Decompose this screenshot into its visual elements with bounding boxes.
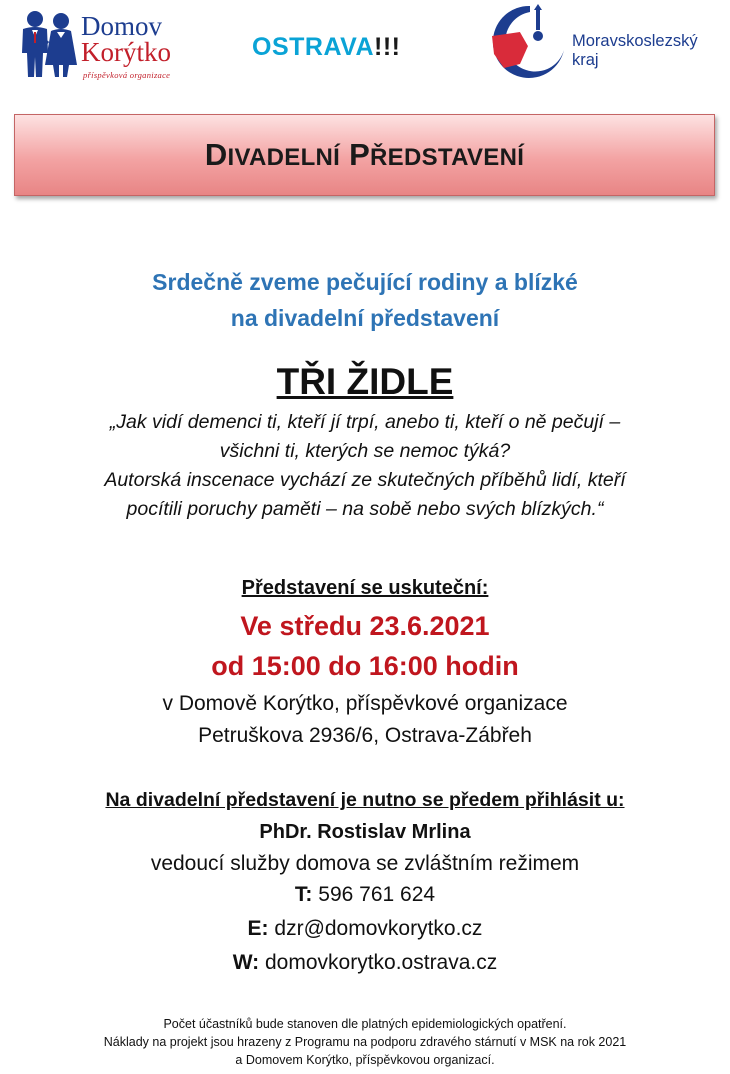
event-heading-text: Představení se uskuteční: — [241, 577, 489, 599]
msk-logo-line1: Moravskoslezský — [572, 32, 698, 50]
event-time: od 15:00 do 16:00 hodin — [211, 651, 519, 681]
registration-heading — [0, 786, 730, 814]
invitation-heading — [0, 264, 730, 336]
footer-line1: Počet účastníků bude stanoven dle platných epidemiologických opatření. — [163, 1017, 567, 1031]
quote-line4: pocítili poruchy paměti – na sobě nebo svých blízkých.“ — [126, 498, 604, 520]
moravskoslezsky-kraj-logo — [490, 2, 725, 87]
invitation-line2: na divadelní představení — [230, 305, 500, 331]
domov-korytko-logo — [15, 5, 200, 87]
venue-line1: v Domově Korýtko, příspěvkové organizace — [162, 692, 568, 715]
event-heading — [0, 574, 730, 602]
email-value[interactable]: dzr@domovkorytko.cz — [274, 917, 483, 940]
title-word-1-rest: IVADELNÍ — [227, 144, 341, 171]
domov-logo-line2: Korýtko — [81, 37, 171, 67]
contact-phone — [0, 880, 730, 910]
msk-emblem-icon — [490, 2, 566, 84]
domov-logo-line1: Domov — [81, 11, 162, 41]
title-word-2-rest: ŘEDSTAVENÍ — [370, 144, 525, 171]
registration-heading-text: Na divadelní představení je nutno se předem přihlásit u: — [105, 789, 625, 811]
msk-logo-text — [572, 32, 698, 70]
quote-line3: Autorská inscenace vychází ze skutečných příběhů lidí, kteří — [104, 469, 626, 491]
phone-value[interactable]: 596 761 624 — [318, 883, 436, 906]
contact-web — [0, 948, 730, 978]
contact-email — [0, 914, 730, 944]
footer-note — [0, 1015, 730, 1069]
invitation-line1: Srdečně zveme pečující rodiny a blízké — [152, 269, 578, 295]
web-label: W: — [232, 951, 260, 974]
footer-line2: Náklady na projekt jsou hrazeny z Programu na podporu zdravého stárnutí v MSK na rok 2021 — [103, 1035, 627, 1049]
title-first-letter-2: P — [349, 137, 371, 172]
ostrava-logo-suffix: !!! — [374, 33, 401, 61]
event-date: Ve středu 23.6.2021 — [240, 611, 490, 641]
quote-line1: „Jak vidí demenci ti, kteří jí trpí, anebo ti, kteří o ně pečují – — [109, 411, 621, 433]
web-value[interactable]: domovkorytko.ostrava.cz — [265, 951, 498, 974]
quote-line2: všichni ti, kterých se nemoc týká? — [219, 440, 511, 462]
title-first-letter-1: D — [204, 137, 228, 172]
ostrava-logo — [252, 33, 401, 62]
footer-line3: a Domovem Korýtko, příspěvkovou organizací. — [235, 1053, 495, 1067]
email-label: E: — [247, 917, 269, 940]
logo-bar — [0, 0, 730, 95]
ostrava-logo-word: OSTRAVA — [252, 33, 375, 61]
elderly-couple-icon — [15, 7, 81, 79]
show-title: TŘI ŽIDLE — [276, 361, 454, 402]
contact-role: vedoucí služby domova se zvláštním režimem — [150, 852, 580, 875]
show-description-quote — [0, 408, 730, 524]
venue-line2: Petruškova 2936/6, Ostrava-Zábřeh — [198, 724, 532, 747]
event-venue — [0, 688, 730, 752]
page-title — [205, 137, 524, 173]
contact-name: PhDr. Rostislav Mrlina — [259, 821, 471, 843]
title-banner — [14, 114, 715, 196]
phone-label: T: — [294, 883, 313, 906]
domov-logo-line3: příspěvková organizace — [83, 70, 171, 80]
msk-logo-line2: kraj — [572, 51, 599, 69]
